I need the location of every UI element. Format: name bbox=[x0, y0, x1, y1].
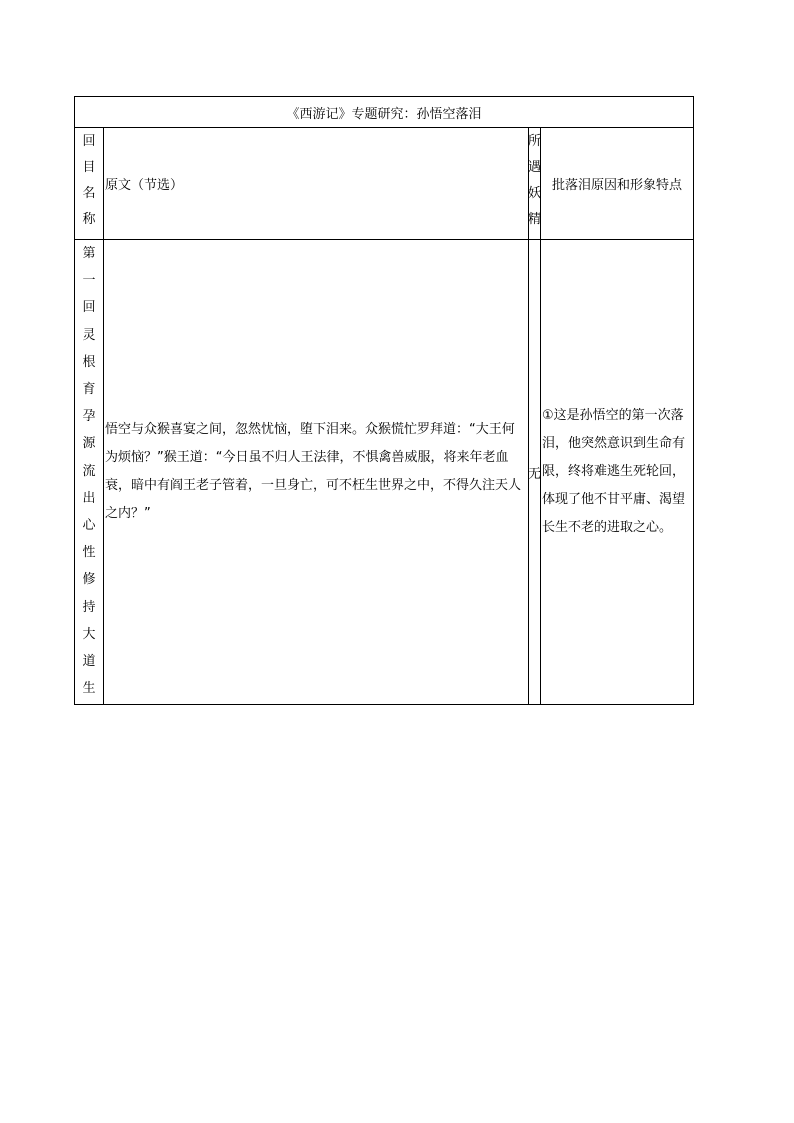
header-analysis: 批落泪原因和形象特点 bbox=[551, 178, 682, 193]
row-chapter-name: 第 一 回 灵 根 育 孕 源 流 出 心 性 修 持 大 道 生 bbox=[82, 246, 96, 697]
header-chapter-name: 回 目 名 称 bbox=[82, 134, 96, 227]
table-title: 《西游记》专题研究：孙悟空落泪 bbox=[286, 106, 482, 122]
row-analysis: ①这是孙悟空的第一次落泪，他突然意识到生命有限，终将难逃生死轮回，体现了他不甘平庸、渴望长生不老的进取之心。 bbox=[542, 408, 686, 535]
row-original-text: 悟空与众猴喜宴之间，忽然忧恼，堕下泪来。众猴慌忙罗拜道：“大王何为烦恼？”猴王道：“今日虽不归人王法律，不惧禽兽威服，将来年老血衰，暗中有阎王老子管着，一旦身亡，可不枉生世界之中，不得久注天人之内？” bbox=[105, 422, 522, 521]
col-divider-1 bbox=[103, 127, 104, 704]
header-original-text: 原文（节选） bbox=[105, 178, 184, 193]
header-monster: 所 遇 妖 精 bbox=[528, 134, 541, 227]
research-table bbox=[74, 96, 694, 705]
row-monster: 无 bbox=[528, 466, 541, 482]
